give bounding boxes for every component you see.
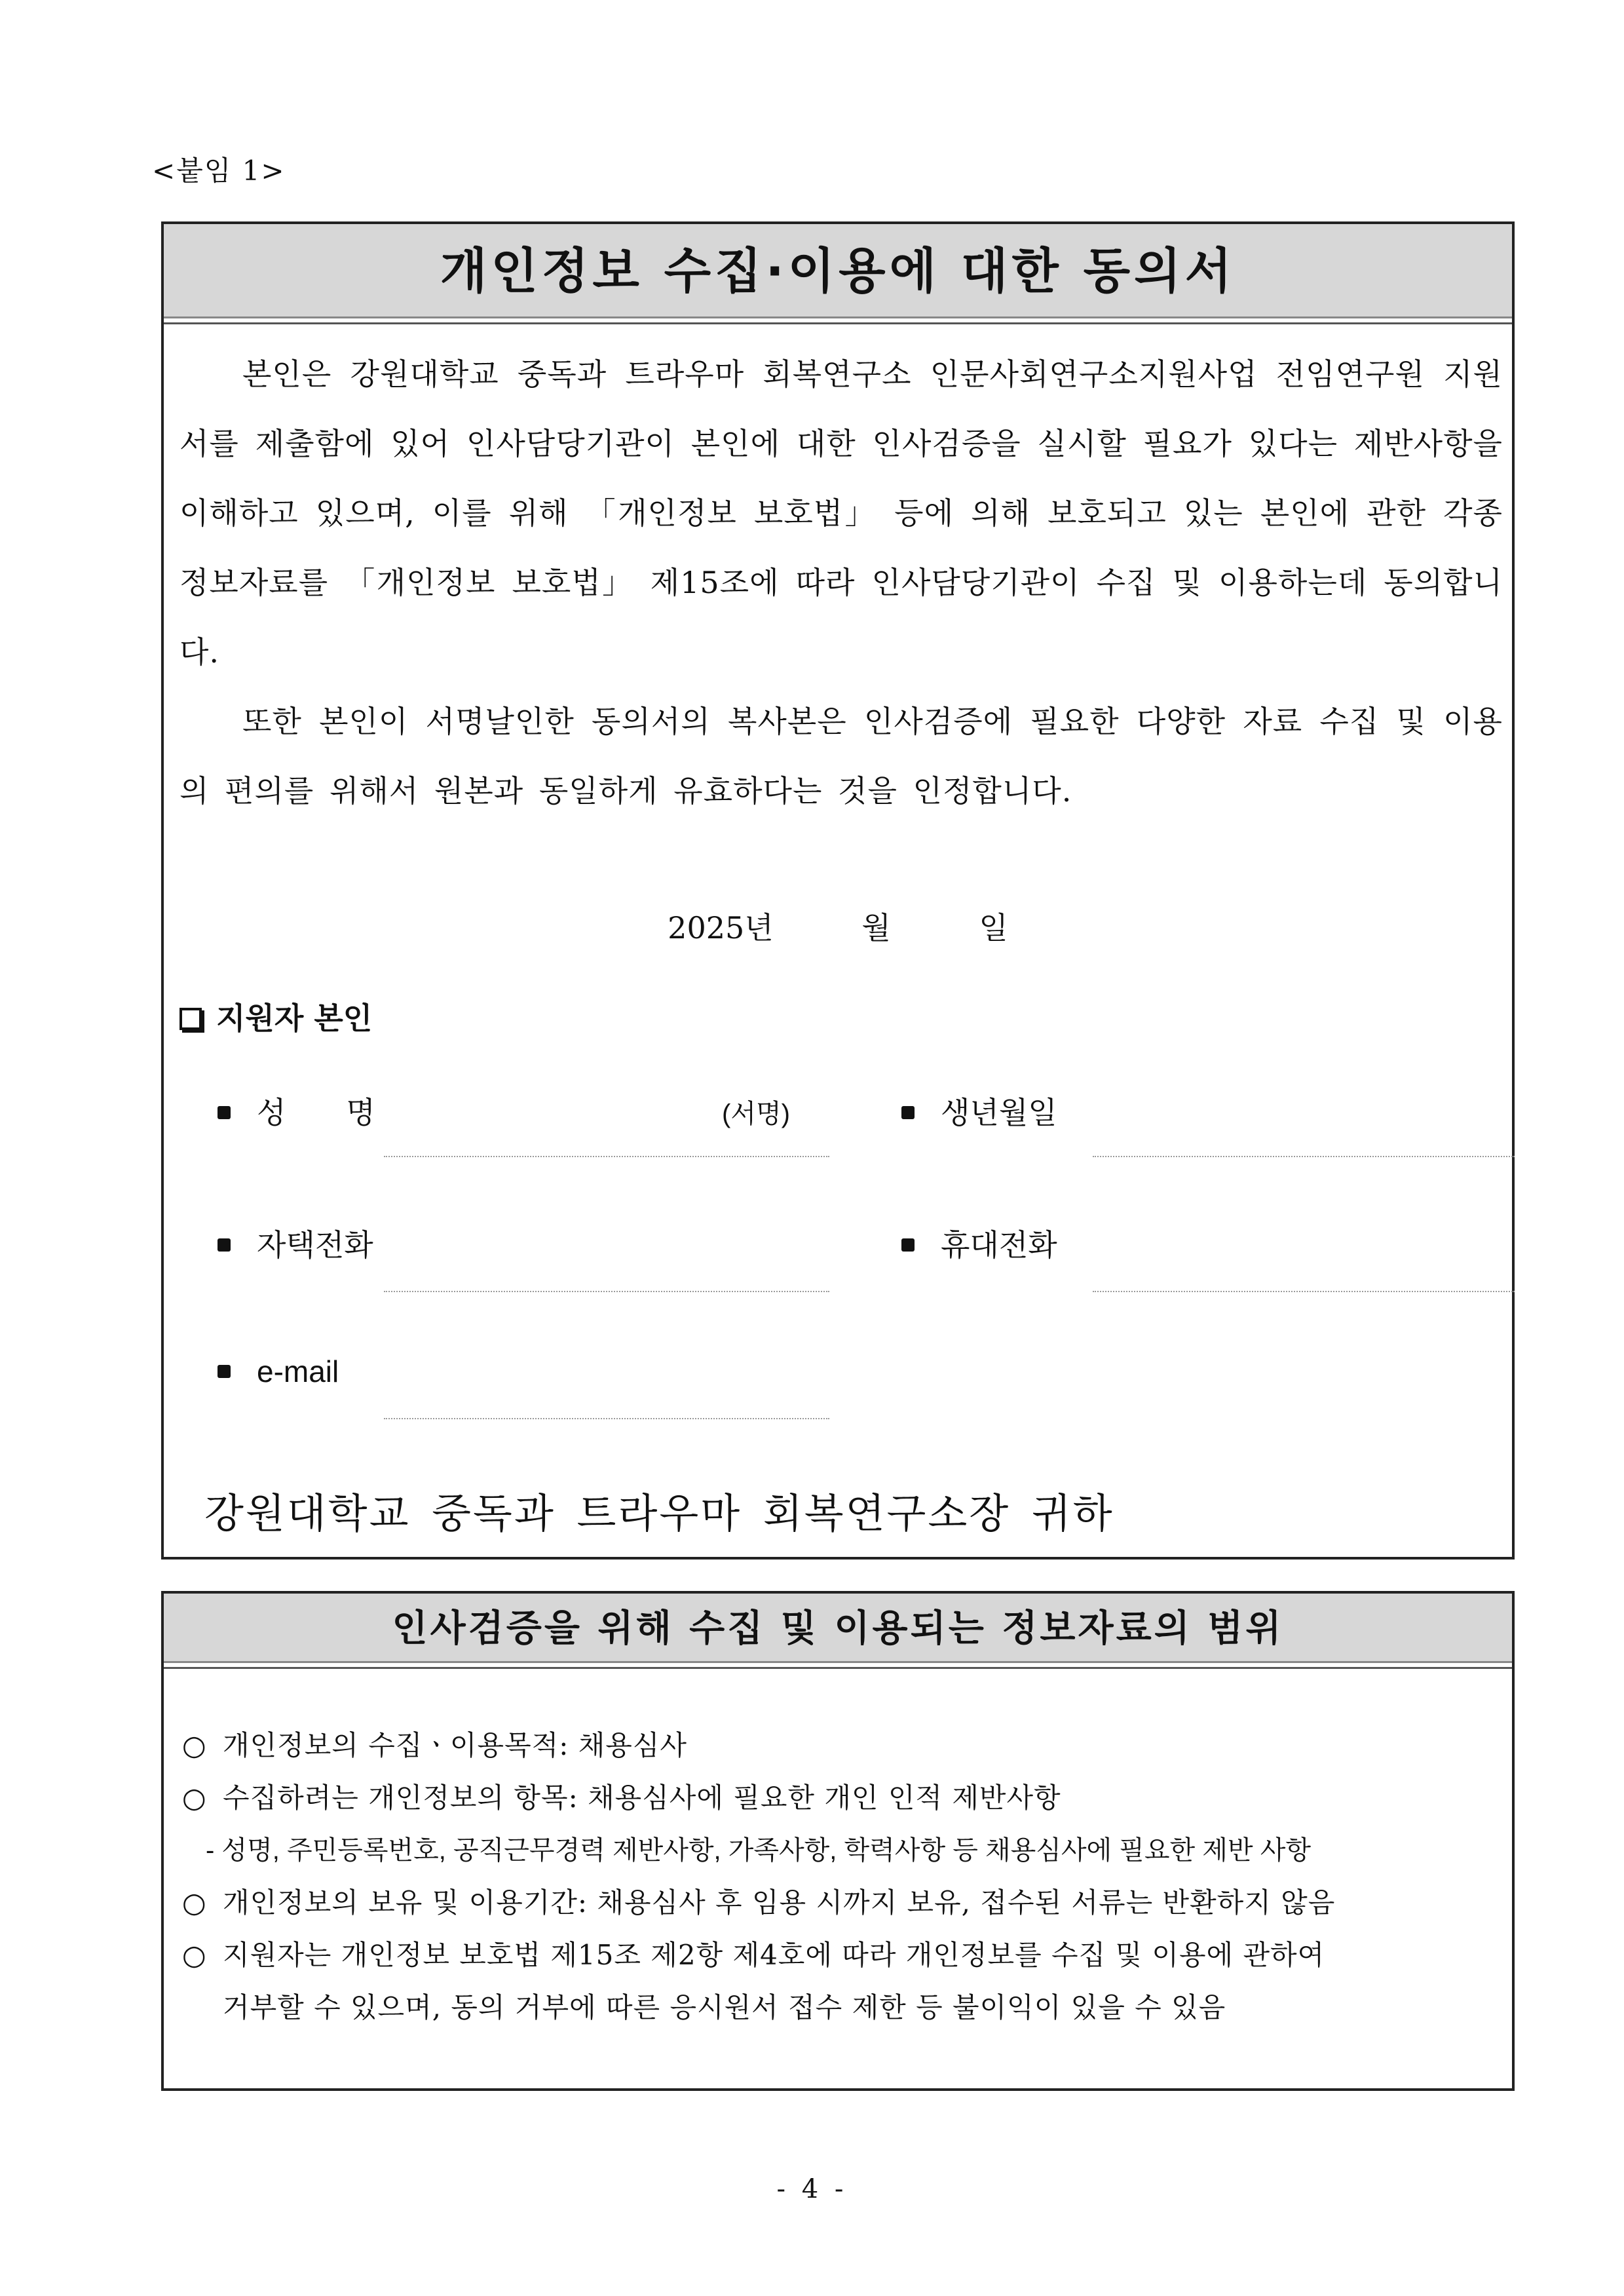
circle-bullet-icon: ○ bbox=[182, 1939, 207, 1971]
signature-hint: (서명) bbox=[722, 1100, 790, 1128]
date-year: 2025년 bbox=[668, 910, 774, 946]
consent-paragraph-2: 또한 본인이 서명날인한 동의서의 복사본은 인사검증에 필요한 다양한 자료 수집 및 이용의 편의를 위해서 원본과 동일하게 유효하다는 것을 인정합니다. bbox=[179, 704, 1503, 809]
name-input-line[interactable] bbox=[384, 1156, 829, 1157]
name-label-text: 성 명 bbox=[257, 1096, 375, 1130]
list-item bbox=[182, 1929, 1499, 1981]
attachment-label: <붙임 1> bbox=[152, 155, 286, 187]
applicant-section-title bbox=[179, 995, 372, 1038]
square-bullet-icon bbox=[217, 1238, 231, 1252]
name-label bbox=[217, 1089, 375, 1132]
info-range-box bbox=[161, 1591, 1515, 2091]
home-phone-label bbox=[217, 1221, 373, 1265]
list-item bbox=[182, 1877, 1499, 1929]
date-month-field[interactable]: 월 bbox=[861, 910, 891, 946]
home-phone-label-text: 자택전화 bbox=[257, 1228, 373, 1262]
home-phone-input-line[interactable] bbox=[384, 1291, 829, 1292]
square-bullet-icon bbox=[901, 1106, 915, 1119]
square-bullet-icon bbox=[217, 1365, 231, 1378]
square-bullet-icon bbox=[217, 1106, 231, 1119]
birthdate-label bbox=[901, 1089, 1057, 1132]
consent-paragraph-1: 본인은 강원대학교 중독과 트라우마 회복연구소 인문사회연구소지원사업 전임연구원 지원서를 제출함에 있어 인사담당기관이 본인에 대한 인사검증을 실시할 필요가 있다는 제반사항을 이해하고 있으며, 이를 위해 「개인정보 보호법」 등에 의해 보호되고 있는 본인에 관한 각종 정보자료를 「개인정보 보호법」 제15조에 따라 인사담당기관이 수집 및 이용하는데 동의합니다. bbox=[179, 356, 1503, 670]
info-range-title: 인사검증을 위해 수집 및 이용되는 정보자료의 범위 bbox=[164, 1594, 1512, 1669]
info-range-list bbox=[182, 1719, 1499, 2034]
square-bullet-icon bbox=[901, 1238, 915, 1252]
email-label bbox=[217, 1354, 339, 1389]
circle-bullet-icon: ○ bbox=[182, 1729, 207, 1761]
list-sub-item: - 성명, 주민등록번호, 공직근무경력 제반사항, 가족사항, 학력사항 등 채용심사에 필요한 제반 사항 bbox=[206, 1836, 1311, 1865]
list-item-continuation: 거부할 수 있으며, 동의 거부에 따른 응시원서 접수 제한 등 불이익이 있을 수 있음 bbox=[223, 1991, 1226, 2023]
circle-bullet-icon: ○ bbox=[182, 1886, 207, 1919]
date-day-field[interactable]: 일 bbox=[979, 910, 1008, 946]
checkbox-square-icon bbox=[179, 1008, 202, 1030]
list-item-text: 수집하려는 개인정보의 항목: 채용심사에 필요한 개인 인적 제반사항 bbox=[223, 1782, 1061, 1814]
list-item-text: 개인정보의 보유 및 이용기간: 채용심사 후 임용 시까지 보유, 접수된 서류는 반환하지 않음 bbox=[223, 1886, 1336, 1919]
email-input-line[interactable] bbox=[384, 1418, 829, 1419]
email-label-text: e-mail bbox=[257, 1354, 339, 1388]
consent-form-title: 개인정보 수집·이용에 대한 동의서 bbox=[164, 224, 1512, 324]
signature-date bbox=[164, 904, 1512, 947]
applicant-section-label: 지원자 본인 bbox=[216, 1001, 373, 1036]
list-item bbox=[182, 1772, 1499, 1824]
list-item bbox=[182, 1719, 1499, 1772]
consent-form-box bbox=[161, 221, 1515, 1559]
list-item-text: 지원자는 개인정보 보호법 제15조 제2항 제4호에 따라 개인정보를 수집 및 이용에 관하여 bbox=[223, 1939, 1325, 1971]
mobile-phone-input-line[interactable] bbox=[1093, 1291, 1515, 1292]
circle-bullet-icon: ○ bbox=[182, 1782, 207, 1814]
mobile-phone-label bbox=[901, 1221, 1057, 1265]
addressee: 강원대학교 중독과 트라우마 회복연구소장 귀하 bbox=[204, 1489, 1114, 1537]
page-number: - 4 - bbox=[776, 2174, 848, 2204]
list-item-text: 개인정보의 수집ㆍ이용목적: 채용심사 bbox=[223, 1729, 688, 1761]
birthdate-input-line[interactable] bbox=[1093, 1156, 1515, 1157]
birthdate-label-text: 생년월일 bbox=[941, 1096, 1057, 1130]
mobile-phone-label-text: 휴대전화 bbox=[941, 1228, 1057, 1262]
